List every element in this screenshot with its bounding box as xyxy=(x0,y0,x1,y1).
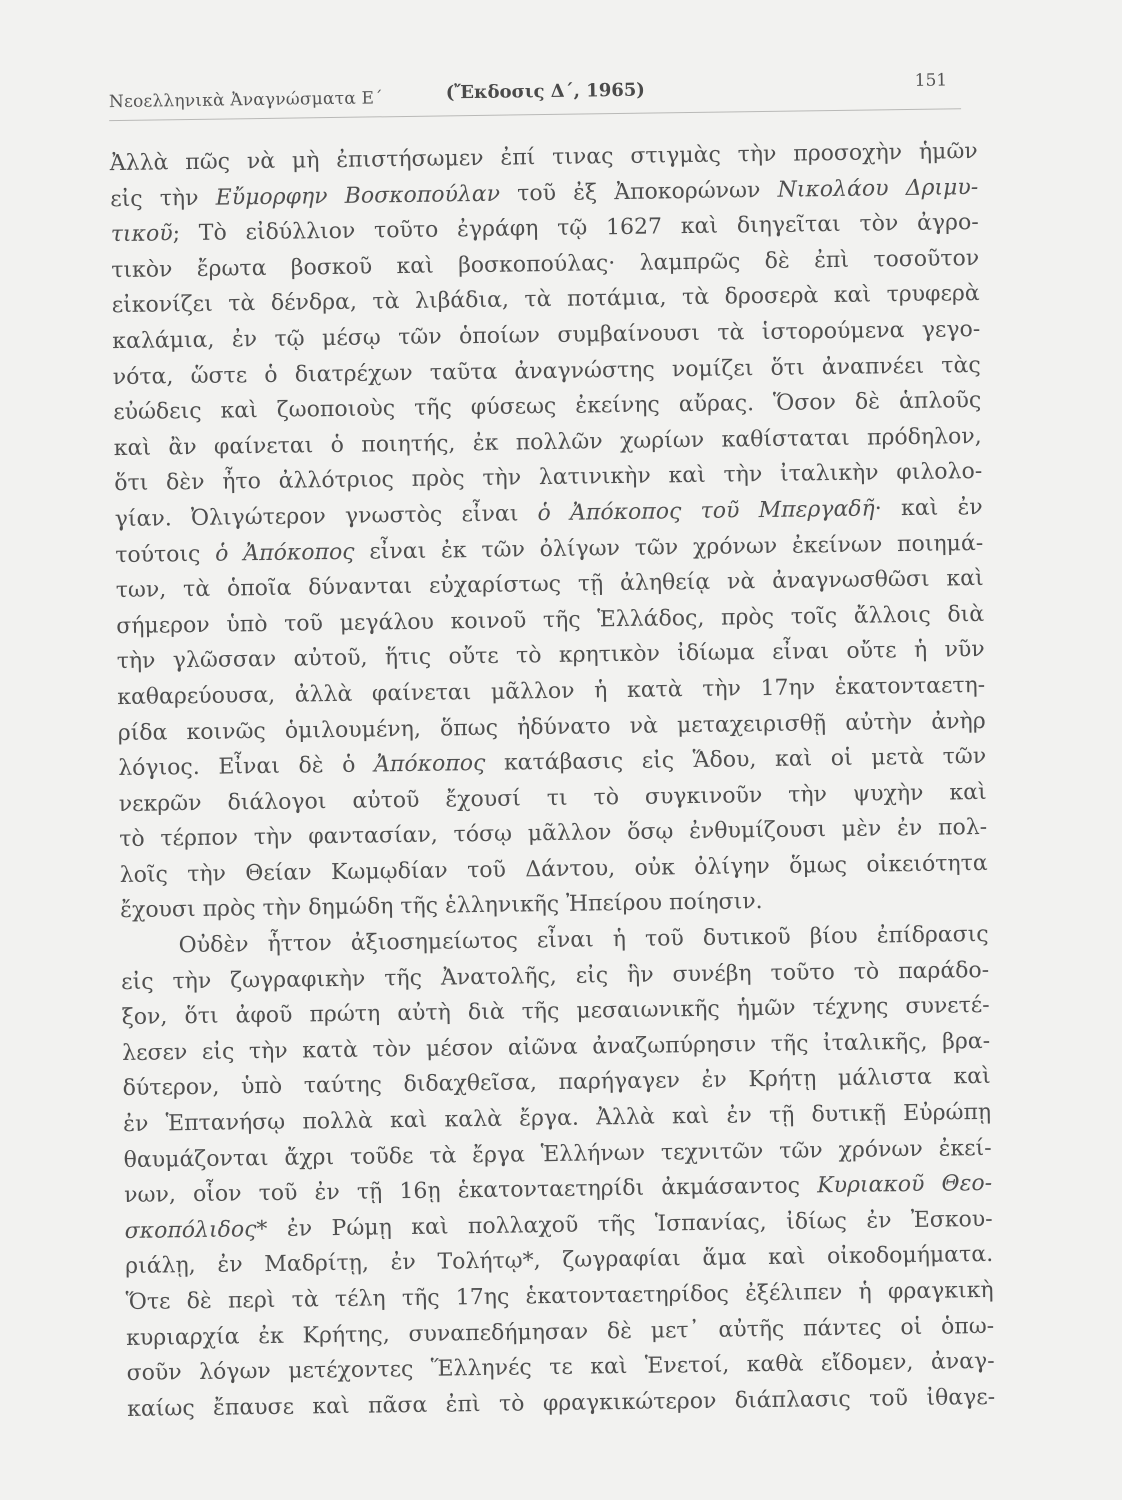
text-segment: κυριαρχία ἐκ Κρήτης, συναπεδήμησαν δὲ μετ᾽ αὐτῆς πάντες οἱ ὁπω- xyxy=(126,1313,995,1351)
text-segment: σήμερον ὑπὸ τοῦ μεγάλου κοινοῦ τῆς Ἑλλάδος, πρὸς τοῖς ἄλλοις διὰ xyxy=(116,601,985,639)
text-segment: ἔχουσι πρὸς τὴν δημώδη τῆς ἑλληνικῆς Ἠπείρου ποίησιν. xyxy=(120,889,763,924)
text-block xyxy=(109,68,996,1430)
text-segment: τὸ τέρπον τὴν φαντασίαν, τόσῳ μᾶλλον ὅσῳ ἐνθυμίζουσι μὲν ἐν πολ- xyxy=(119,815,988,853)
text-segment: κατάβασις εἰς Ἅδου, καὶ οἱ μετὰ τῶν xyxy=(485,744,987,777)
edition-info: (Ἔκδοσις Δ΄, 1965) xyxy=(445,79,645,104)
text-segment: εἰκονίζει τὰ δένδρα, τὰ λιβάδια, τὰ ποτάμια, τὰ δροσερὰ καὶ τρυφερὰ xyxy=(111,281,980,319)
text-segment: · καὶ ἐν xyxy=(874,494,983,522)
text-segment: τοῦ ἐξ Ἀποκορώνων xyxy=(499,177,778,207)
text-segment: καίως ἔπαυσε καὶ πᾶσα ἐπὶ τὸ φραγκικώτερον διάπλασις τοῦ ἰθαγε- xyxy=(127,1384,996,1422)
italic-title: Ἀπόκοπος xyxy=(373,751,486,778)
text-segment: λόγιος. Εἶναι δὲ ὁ xyxy=(118,752,375,782)
text-segment: ξον, ὅτι ἀφοῦ πρώτη αὐτὴ διὰ τῆς μεσαιωνικῆς ἡμῶν τέχνης συνετέ- xyxy=(121,993,990,1031)
text-segment: Ὅτε δὲ περὶ τὰ τέλη τῆς 17ης ἑκατονταετηρίδος ἐξέλιπεν ἡ φραγκικὴ xyxy=(125,1277,994,1316)
text-segment: εἶναι ἐκ τῶν ὀλίγων τῶν χρόνων ἐκείνων ποιημά- xyxy=(354,530,984,565)
text-segment: * ἐν Ρώμῃ καὶ πολλαχοῦ τῆς Ἱσπανίας, ἰδίως ἐν Ἐσκου- xyxy=(256,1206,993,1242)
text-segment: νεκρῶν διάλογοι αὐτοῦ ἔχουσί τι τὸ συγκινοῦν τὴν ψυχὴν καὶ xyxy=(118,779,987,817)
text-segment: καὶ ἂν φαίνεται ὁ ποιητής, ἐκ πολλῶν χωρίων καθίσταται πρόδηλον, xyxy=(113,423,982,461)
text-segment: ριάλῃ, ἐν Μαδρίτῃ, ἐν Τολήτῳ*, ζωγραφίαι ἅμα καὶ οἰκοδομήματα. xyxy=(125,1242,994,1280)
text-segment: λεσεν εἰς τὴν κατὰ τὸν μέσον αἰῶνα ἀναζωπύρησιν τῆς ἰταλικῆς, βρα- xyxy=(122,1028,991,1066)
text-segment: νων, οἷον τοῦ ἐν τῇ 16ῃ ἑκατονταετηρίδι ἀκμάσαντος xyxy=(124,1173,818,1209)
italic-title: Εὔμορφην Βοσκοπούλαν xyxy=(215,181,501,211)
italic-name: τικοῦ xyxy=(110,221,173,248)
text-segment: τικὸν ἔρωτα βοσκοῦ καὶ βοσκοπούλας· λαμπρῶς δὲ ἐπὶ τοσοῦτον xyxy=(111,245,980,283)
text-segment: καθαρεύουσα, ἀλλὰ φαίνεται μᾶλλον ἡ κατὰ τὴν 17ην ἑκατονταετη- xyxy=(117,672,986,710)
text-segment: καλάμια, ἐν τῷ μέσῳ τῶν ὁποίων συμβαίνουσι τὰ ἱστορούμενα γεγο- xyxy=(112,316,981,355)
italic-title: ὁ Ἀπόκοπος xyxy=(215,539,355,567)
text-segment: δύτερον, ὑπὸ ταύτης διδαχθεῖσα, παρήγαγεν ἐν Κρήτῃ μάλιστα καὶ xyxy=(122,1064,991,1102)
text-segment: εἰς τὴν ζωγραφικὴν τῆς Ἀνατολῆς, εἰς ἣν συνέβη τοῦτο τὸ παράδο- xyxy=(121,957,990,995)
italic-name: Νικολάου Δριμυ- xyxy=(777,174,979,203)
italic-name: Κυριακοῦ Θεο- xyxy=(817,1171,993,1199)
text-segment: γίαν. Ὀλιγώτερον γνωστὸς εἶναι xyxy=(114,501,538,533)
running-title: Νεοελληνικὰ Ἀναγνώσματα Ε΄ xyxy=(108,88,383,113)
text-segment: των, τὰ ὁποῖα δύνανται εὐχαρίστως τῇ ἀληθείᾳ νὰ ἀναγνωσθῶσι καὶ xyxy=(115,566,984,604)
text-segment: λοῖς τὴν Θείαν Κωμῳδίαν τοῦ Δάντου, οὐκ ὀλίγην ὅμως οἰκειότητα xyxy=(119,850,988,888)
text-segment: Ἀλλὰ πῶς νὰ μὴ ἐπιστήσωμεν ἐπί τινας στιγμὰς τὴν προσοχὴν ἡμῶν xyxy=(109,138,978,177)
text-segment: σοῦν λόγων μετέχοντες Ἕλληνές τε καὶ Ἑνετοί, καθὰ εἴδομεν, ἀναγ- xyxy=(126,1349,995,1387)
text-segment: τὴν γλῶσσαν αὐτοῦ, ἥτις οὔτε τὸ κρητικὸν ἰδίωμα εἶναι οὔτε ἡ νῦν xyxy=(116,637,985,675)
text-segment: νότα, ὥστε ὁ διατρέχων ταῦτα ἀναγνώστης νομίζει ὅτι ἀναπνέει τὰς xyxy=(112,352,981,390)
text-segment: τούτοις xyxy=(115,541,216,568)
italic-title: ὁ Ἀπόκοπος τοῦ Μπεργαδῆ xyxy=(537,496,875,527)
text-segment: εἰς τὴν xyxy=(110,185,216,212)
body-text xyxy=(110,134,996,1427)
text-segment: Οὐδὲν ἧττον ἀξιοσημείωτος εἶναι ἡ τοῦ δυτικοῦ βίου ἐπίδρασις xyxy=(178,921,989,959)
text-segment: ὅτι δὲν ἦτο ἀλλότριος πρὸς τὴν λατινικὴν καὶ τὴν ἰταλικὴν φιλολο- xyxy=(114,459,983,497)
text-segment: εὐώδεις καὶ ζωοποιοὺς τῆς φύσεως ἐκείνης αὔρας. Ὅσον δὲ ἁπλοῦς xyxy=(113,388,982,426)
text-segment: ; Τὸ εἰδύλλιον τοῦτο ἐγράφη τῷ 1627 καὶ διηγεῖται τὸν ἀγρο- xyxy=(172,210,979,247)
text-segment: θαυμάζονται ἄχρι τοῦδε τὰ ἔργα Ἑλλήνων τεχνιτῶν τῶν χρόνων ἐκεί- xyxy=(123,1135,992,1173)
page-number: 151 xyxy=(914,70,948,91)
italic-name: σκοπόλιδος xyxy=(124,1216,257,1244)
text-segment: ἐν Ἑπτανήσῳ πολλὰ καὶ καλὰ ἔργα. Ἀλλὰ καὶ ἐν τῇ δυτικῇ Εὐρώπῃ xyxy=(123,1099,992,1138)
text-segment: ρίδα κοινῶς ὁμιλουμένη, ὅπως ἠδύνατο νὰ μεταχειρισθῇ αὐτὴν ἀνὴρ xyxy=(117,708,986,746)
